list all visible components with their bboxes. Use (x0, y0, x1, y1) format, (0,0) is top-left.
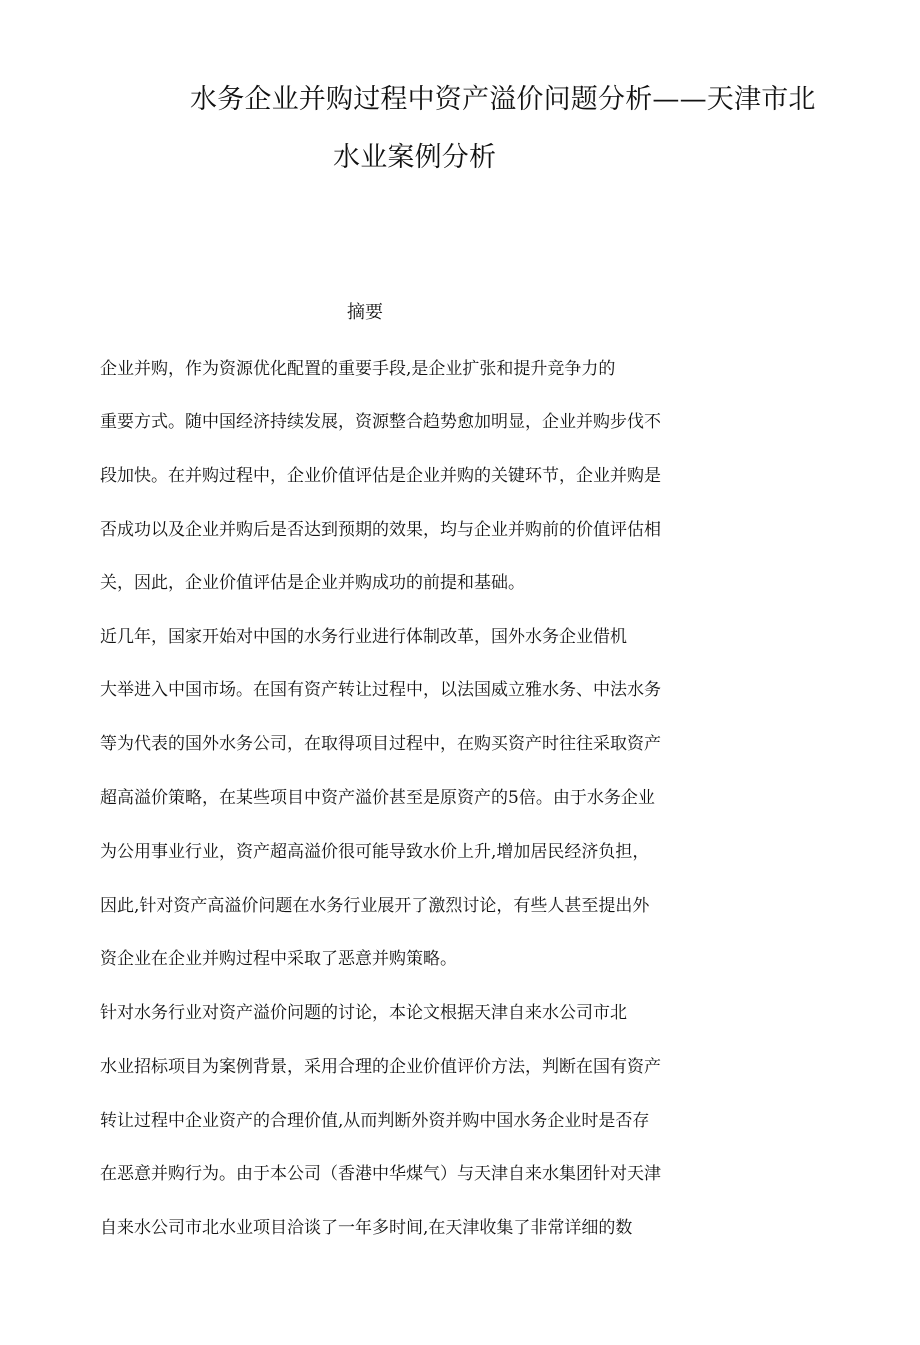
abstract-line: 为公用事业行业，资产超高溢价很可能导致水价上升,增加居民经济负担， (100, 842, 650, 862)
abstract-line: 资企业在企业并购过程中采取了恶意并购策略。 (100, 949, 457, 969)
abstract-line: 企业并购，作为资源优化配置的重要手段,是企业扩张和提升竞争力的 (100, 359, 616, 379)
abstract-line: 水业招标项目为案例背景，采用合理的企业价值评价方法，判断在国有资产 (100, 1057, 661, 1077)
abstract-line: 在恶意并购行为。由于本公司（香港中华煤气）与天津自来水集团针对天津 (100, 1164, 661, 1184)
abstract-heading: 摘要 (347, 302, 383, 323)
abstract-line: 因此,针对资产高溢价问题在水务行业展开了激烈讨论，有些人甚至提出外 (100, 896, 650, 916)
abstract-line: 大举进入中国市场。在国有资产转让过程中，以法国威立雅水务、中法水务 (100, 680, 661, 700)
abstract-line: 针对水务行业对资产溢价问题的讨论，本论文根据天津自来水公司市北 (100, 1003, 627, 1023)
document-title-line-2: 水业案例分析 (333, 142, 497, 173)
abstract-line: 等为代表的国外水务公司，在取得项目过程中，在购买资产时往往采取资产 (100, 734, 661, 754)
abstract-line: 段加快。在并购过程中，企业价值评估是企业并购的关键环节，企业并购是 (100, 466, 661, 486)
abstract-line: 否成功以及企业并购后是否达到预期的效果，均与企业并购前的价值评估相 (100, 520, 661, 540)
document-title-line-1: 水务企业并购过程中资产溢价问题分析——天津市北 (190, 84, 816, 115)
abstract-line: 自来水公司市北水业项目洽谈了一年多时间,在天津收集了非常详细的数 (100, 1218, 633, 1238)
abstract-line: 超高溢价策略，在某些项目中资产溢价甚至是原资产的5倍。由于水务企业 (100, 788, 655, 808)
abstract-line: 关，因此，企业价值评估是企业并购成功的前提和基础。 (100, 573, 525, 593)
abstract-line: 近几年，国家开始对中国的水务行业进行体制改革，国外水务企业借机 (100, 627, 627, 647)
abstract-line: 转让过程中企业资产的合理价值,从而判断外资并购中国水务企业时是否存 (100, 1111, 650, 1131)
abstract-line: 重要方式。随中国经济持续发展，资源整合趋势愈加明显，企业并购步伐不 (100, 412, 661, 432)
